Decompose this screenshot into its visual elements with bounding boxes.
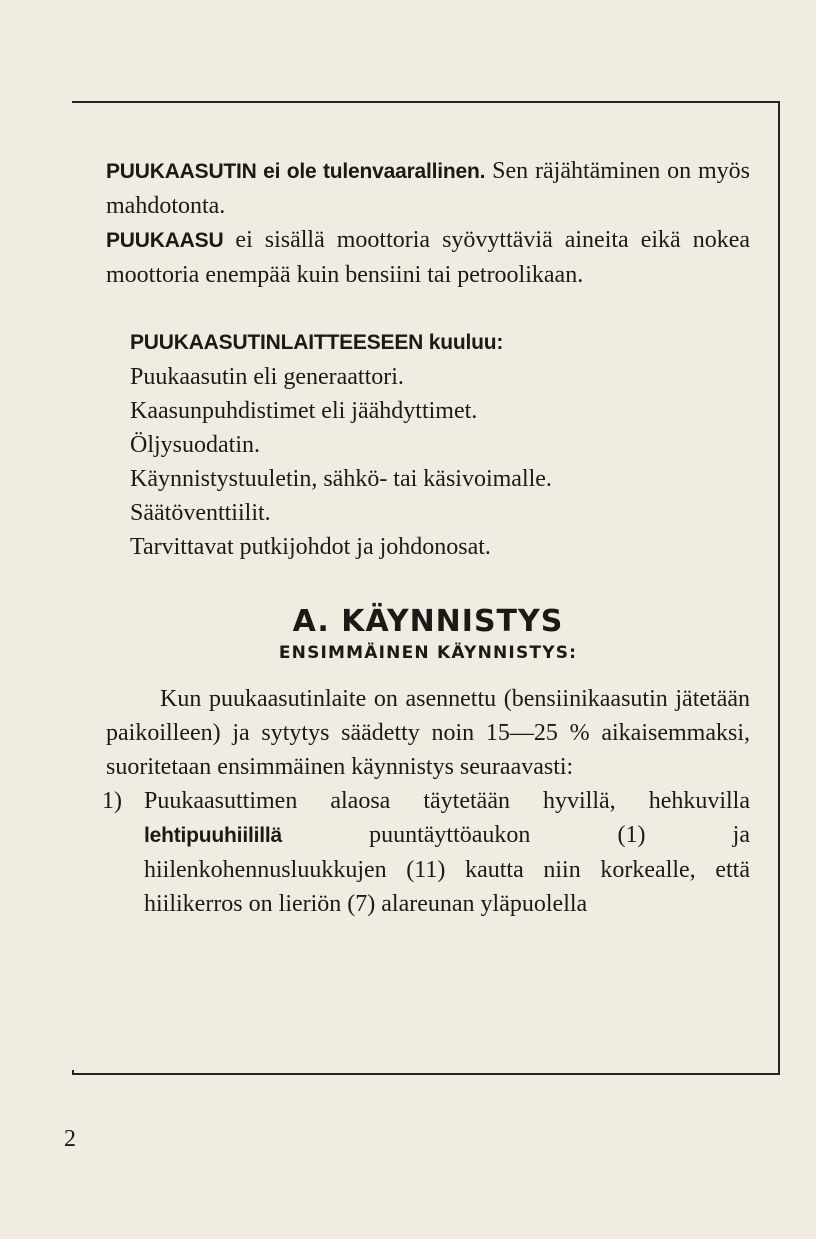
step-text [144,784,750,921]
step-text-post: puuntäyttöaukon (1) ja hiilenkohennusluukkujen (11) kautta niin korkealle, että hiilikerros on lieriön (7) alareunan yläpuolella [144,822,750,917]
equipment-item: Öljysuodatin. [130,432,260,458]
equipment-item: Puukaasutin eli generaattori. [130,364,404,390]
page-content [102,154,751,921]
equipment-list [106,326,750,564]
step-text-pre: Puukaasuttimen alaosa täytetään hyvillä, hehkuvilla [144,788,750,814]
intro-text-1: Sen räjähtäminen on myös mahdotonta. [106,158,751,219]
intro-text-2: ei sisällä moottoria syövyttäviä aineita eikä nokea moottoria enempää kuin bensiini tai petroolikaan. [106,227,750,288]
top-border-line [72,101,780,103]
equipment-item: Säätöventtiilit. [130,500,271,526]
equipment-heading: PUUKAASUTINLAITTEESEEN kuuluu: [130,331,504,354]
left-border-tick [72,1070,74,1075]
intro-bold-2: PUUKAASU [106,229,224,252]
step-number: 1) [102,788,122,814]
equipment-item: Käynnistystuuletin, sähkö- tai käsivoimalle. [130,466,552,492]
page-number: 2 [64,1126,76,1152]
intro-paragraph-1 [106,154,750,223]
bottom-border-line [72,1073,780,1075]
intro-paragraph-2 [106,223,750,292]
equipment-item: Kaasunpuhdistimet eli jäähdyttimet. [130,398,478,424]
section-subtitle: ENSIMMÄINEN KÄYNNISTYS: [278,643,578,663]
startup-paragraph: Kun puukaasutinlaite on asennettu (bensiinikaasutin jätetään paikoilleen) ja sytytys säädetty noin 15—25 % aikaisemmaksi, suoritetaan ensimmäinen käynnistys seuraavasti: [106,686,750,780]
intro-bold-1: PUUKAASUTIN ei ole tulenvaarallinen. [106,160,486,183]
step-text-bold: lehtipuuhiilillä [144,824,282,847]
step-1 [102,784,750,921]
section-title: A. KÄYNNISTYS [292,604,564,639]
right-border-line [778,101,780,1075]
equipment-item: Tarvittavat putkijohdot ja johdonosat. [130,534,491,560]
